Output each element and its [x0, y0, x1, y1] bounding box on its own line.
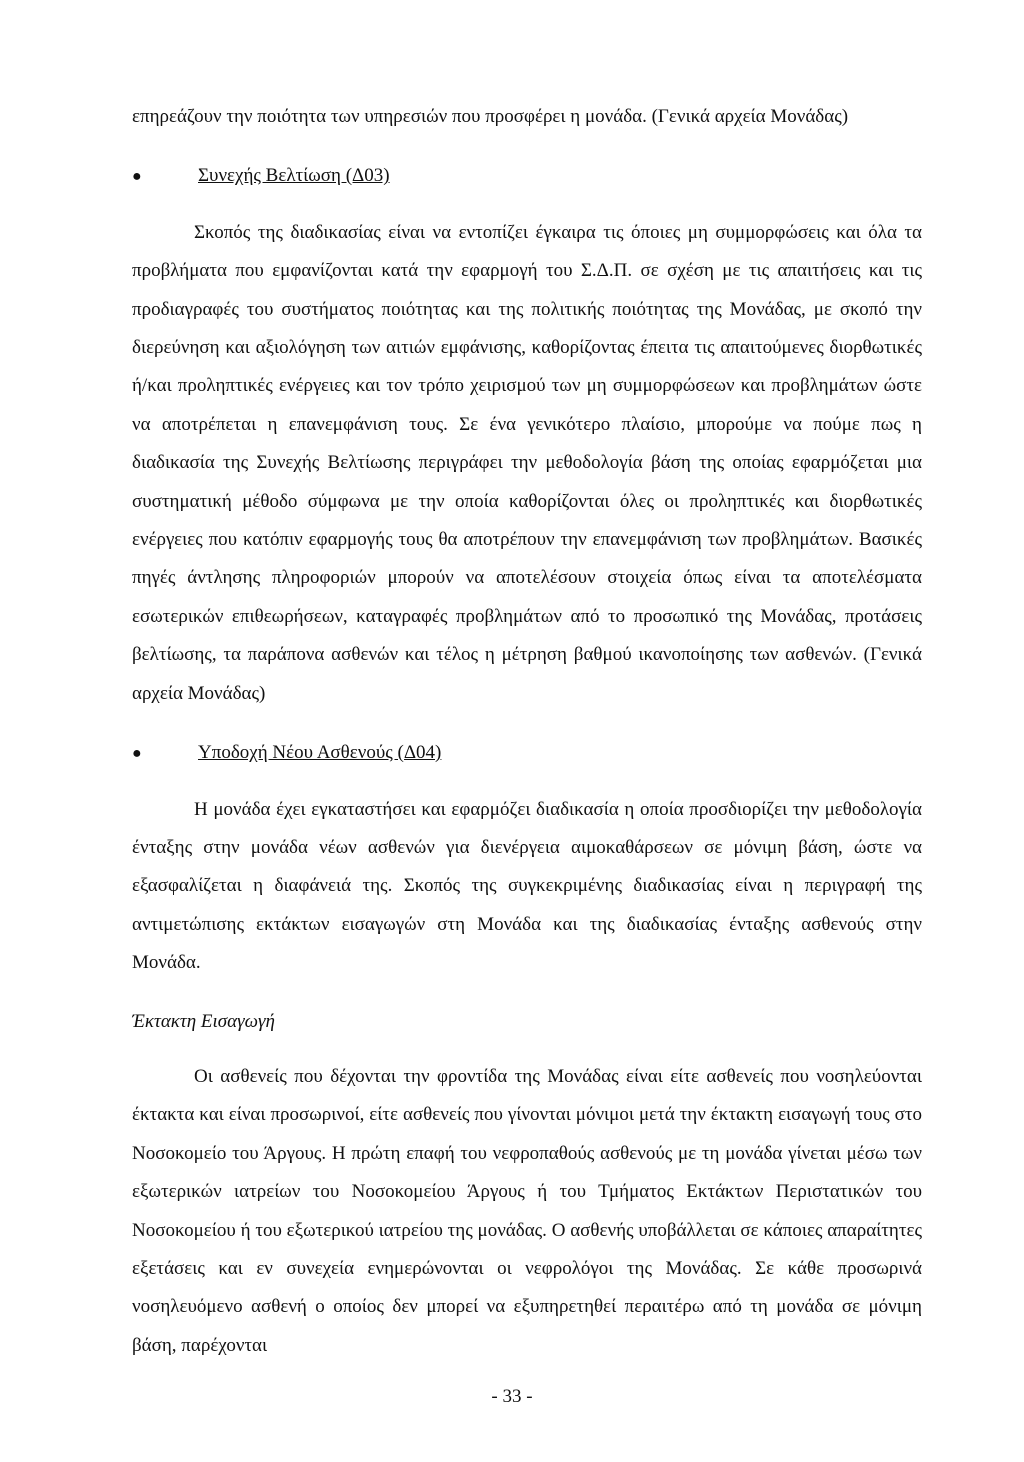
section-title-emergency-admission: Έκτακτη Εισαγωγή	[132, 1010, 275, 1032]
intro-paragraph: επηρεάζουν την ποιότητα των υπηρεσιών που προσφέρει η μονάδα. (Γενικά αρχεία Μονάδας)	[132, 106, 849, 127]
new-patient-admission-paragraph: Η μονάδα έχει εγκαταστήσει και εφαρμόζει διαδικασία η οποία προσδιορίζει την μεθοδολογία ένταξης στην μονάδα νέων ασθενών για διενέργεια αιμοκαθάρσεων σε μόνιμη βάση, ώστε να εξασφαλίζεται η διαφάνειά της. Σκοπός της συγκεκριμένης διαδικασίας είναι η περιγραφή της αντιμετώπισης εκτάκτων εισαγωγών στη Μονάδα και της διαδικασίας ένταξης ασθενούς στην Μονάδα.	[132, 798, 922, 974]
bullet-item-continuous-improvement	[132, 157, 922, 196]
page-content	[132, 98, 922, 1365]
page-number: - 33 -	[491, 1386, 533, 1407]
bullet-title-continuous-improvement: Συνεχής Βελτίωση (Δ03)	[198, 165, 390, 187]
emergency-admission-paragraph: Οι ασθενείς που δέχονται την φροντίδα της Μονάδας είναι είτε ασθενείς που νοσηλεύονται έκτακτα και είναι προσωρινοί, είτε ασθενείς που γίνονται μόνιμοι μετά την έκτακτη εισαγωγή τους στο Νοσοκομείο του Άργους. Η πρώτη επαφή του νεφροπαθούς ασθενούς με τη μονάδα γίνεται μέσω των εξωτερικών ιατρείων του Νοσοκομείου Άργους ή του Τμήματος Εκτάκτων Περιστατικών του Νοσοκομείου ή του εξωτερικού ιατρείου της μονάδας. Ο ασθενής υποβάλλεται σε κάποιες απαραίτητες εξετάσεις και εν συνεχεία ενημερώνονται οι νεφρολόγοι της Μονάδας. Σε κάθε προσωρινά νοσηλευόμενο ασθενή ο οποίος δεν μπορεί να εξυπηρετηθεί περαιτέρω από τη μονάδα σε μόνιμη βάση, παρέχονται	[132, 1065, 922, 1356]
bullet-dot-icon: ●	[132, 168, 142, 186]
bullet-title-new-patient-admission: Υποδοχή Νέου Ασθενούς (Δ04)	[198, 742, 442, 764]
bullet-dot-icon: ●	[132, 745, 142, 763]
bullet-item-new-patient-admission	[132, 734, 922, 773]
continuous-improvement-paragraph: Σκοπός της διαδικασίας είναι να εντοπίζει έγκαιρα τις όποιες μη συμμορφώσεις και όλα τα προβλήματα που εμφανίζονται κατά την εφαρμογή του Σ.Δ.Π. σε σχέση με τις απαιτήσεις και τις προδιαγραφές του συστήματος ποιότητας και της πολιτικής ποιότητας της Μονάδας, με σκοπό την διερεύνηση και αξιολόγηση των αιτιών εμφάνισης, καθορίζοντας έπειτα τις απαιτούμενες διορθωτικές ή/και προληπτικές ενέργειες και τον τρόπο χειρισμού των μη συμμορφώσεων και προβλημάτων ώστε να αποτρέπεται η επανεμφάνιση τους. Σε ένα γενικότερο πλαίσιο, μπορούμε να πούμε πως η διαδικασία της Συνεχής Βελτίωσης περιγράφει την μεθοδολογία βάση της οποίας εφαρμόζεται μια συστηματική μέθοδο σύμφωνα με την οποία καθορίζονται όλες οι προληπτικές και διορθωτικές ενέργειες που κατόπιν εφαρμογής τους θα αποτρέπουν την επανεμφάνιση των προβλημάτων. Βασικές πηγές άντλησης πληροφοριών μπορούν να αποτελέσουν στοιχεία όπως είναι τα αποτελέσματα εσωτερικών επιθεωρήσεων, καταγραφές προβλημάτων από το προσωπικό της Μονάδας, προτάσεις βελτίωσης, τα παράπονα ασθενών και τέλος η μέτρηση βαθμού ικανοποίησης των ασθενών. (Γενικά αρχεία Μονάδας)	[132, 221, 922, 704]
